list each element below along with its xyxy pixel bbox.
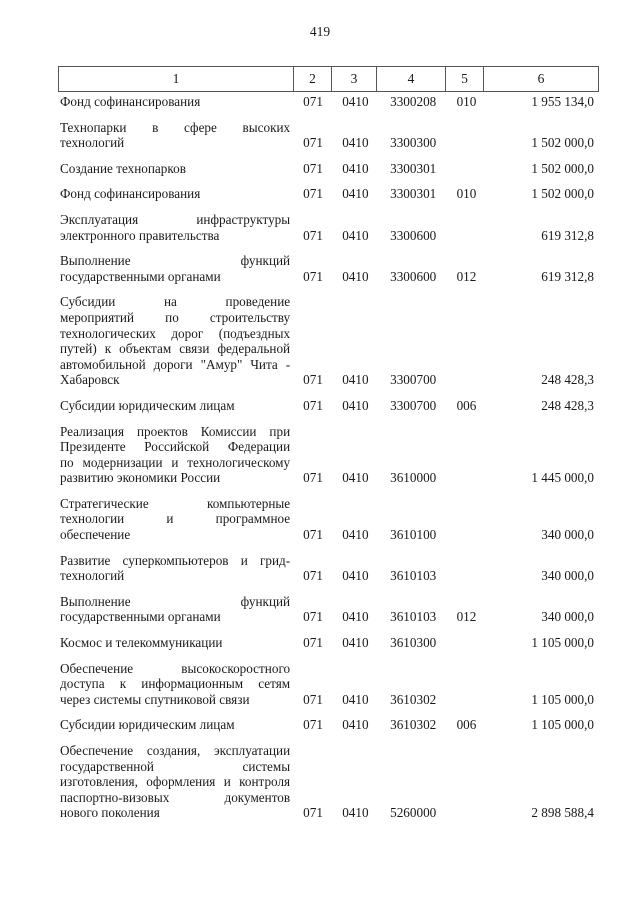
row-name-line: Фонд софинансирования: [60, 186, 201, 202]
row-name: [58, 253, 290, 284]
row-name: [58, 717, 290, 733]
row-name: [58, 743, 290, 821]
target-article-code: 3300301: [390, 186, 437, 202]
ministry-code: 071: [303, 372, 323, 388]
row-name-line: технологических дорог (подъездных: [60, 325, 291, 341]
row-name-line: Выполнение функций: [60, 593, 291, 609]
section-code: 0410: [342, 94, 369, 109]
section-code: 0410: [342, 717, 369, 733]
amount: 340 000,0: [541, 568, 594, 584]
ministry-code: 071: [303, 568, 323, 584]
row-name-line: нового поколения: [60, 805, 160, 821]
row-name: [58, 661, 290, 708]
ministry-code: 071: [303, 609, 323, 625]
amount: 1 105 000,0: [531, 717, 594, 733]
row-name-line: автомобильной дороги "Амур" Чита -: [60, 356, 291, 372]
table-row: [58, 594, 598, 625]
table-row: [58, 120, 598, 151]
table-row: [58, 398, 598, 414]
row-name-line: мероприятий по строительству: [60, 309, 291, 325]
row-name-line: доступа к информационным сетям: [60, 676, 291, 692]
target-article-code: 3300600: [390, 268, 437, 284]
header-col-6: 6: [484, 67, 599, 92]
section-code: 0410: [342, 527, 369, 543]
row-name-line: электронного правительства: [60, 227, 220, 243]
row-name-line: развитию экономики России: [60, 470, 221, 486]
amount: 2 898 588,4: [531, 805, 594, 821]
row-name-line: Реализация проектов Комиссии при: [60, 423, 291, 439]
row-name: [58, 94, 290, 110]
section-code: 0410: [342, 609, 369, 625]
table-row: [58, 424, 598, 486]
row-name: [58, 496, 290, 543]
target-article-code: 3610302: [390, 691, 437, 707]
section-code: 0410: [342, 186, 369, 202]
row-name-line: технологий: [60, 135, 125, 151]
table-row: [58, 553, 598, 584]
header-col-4: 4: [377, 67, 446, 92]
row-name-line: Хабаровск: [60, 372, 120, 388]
table-row: [58, 496, 598, 543]
row-name-line: Обеспечение создания, эксплуатации: [60, 743, 291, 758]
target-article-code: 3300300: [390, 135, 437, 151]
target-article-code: 3300301: [390, 160, 437, 176]
target-article-code: 3610103: [390, 568, 437, 584]
row-name-line: Создание технопарков: [60, 160, 186, 176]
amount: 1 105 000,0: [531, 635, 594, 651]
ministry-code: 071: [303, 527, 323, 543]
row-name: [58, 120, 290, 151]
amount: 1 502 000,0: [531, 160, 594, 176]
row-name: [58, 161, 290, 177]
row-name-line: Президенте Российской Федерации: [60, 439, 291, 455]
expense-type-code: 012: [456, 268, 477, 284]
section-code: 0410: [342, 227, 369, 243]
row-name-line: государственной системы: [60, 758, 291, 774]
table-row: [58, 661, 598, 708]
amount: 1 445 000,0: [531, 470, 594, 486]
row-name-line: путей) к объектам связи федеральной: [60, 341, 291, 357]
row-name: [58, 553, 290, 584]
table-row: [58, 212, 598, 243]
expense-type-code: 010: [456, 186, 477, 202]
row-name-line: Развитие суперкомпьютеров и грид-: [60, 552, 291, 568]
target-article-code: 3300700: [390, 397, 437, 413]
section-code: 0410: [342, 135, 369, 151]
table-row: [58, 294, 598, 388]
header-row: [59, 67, 599, 92]
row-name-line: по модернизации и технологическому: [60, 454, 291, 470]
row-name-line: Субсидии на проведение: [60, 294, 291, 310]
row-name: [58, 635, 290, 651]
table-row: [58, 186, 598, 202]
row-name: [58, 212, 290, 243]
section-code: 0410: [342, 372, 369, 388]
header-col-3: 3: [332, 67, 377, 92]
row-name-line: Выполнение функций: [60, 253, 291, 269]
ministry-code: 071: [303, 397, 323, 413]
table-row: [58, 94, 598, 110]
row-name-line: Субсидии юридическим лицам: [60, 397, 235, 413]
amount: 340 000,0: [541, 609, 594, 625]
ministry-code: 071: [303, 186, 323, 202]
ministry-code: 071: [303, 135, 323, 151]
target-article-code: 3610000: [390, 470, 437, 486]
ministry-code: 071: [303, 268, 323, 284]
table-row: [58, 743, 598, 821]
row-name-line: изготовления, оформления и контроля: [60, 774, 291, 790]
row-name-line: Стратегические компьютерные: [60, 495, 291, 511]
amount: 1 502 000,0: [531, 135, 594, 151]
header-col-5: 5: [446, 67, 484, 92]
row-name-line: Субсидии юридическим лицам: [60, 717, 235, 733]
row-name-line: государственными органами: [60, 268, 221, 284]
header-col-1: 1: [59, 67, 294, 92]
section-code: 0410: [342, 268, 369, 284]
amount: 619 312,8: [541, 268, 594, 284]
row-name-line: Технопарки в сфере высоких: [60, 119, 291, 135]
budget-rows: [58, 94, 598, 831]
row-name-line: через системы спутниковой связи: [60, 691, 250, 707]
target-article-code: 3300600: [390, 227, 437, 243]
ministry-code: 071: [303, 227, 323, 243]
expense-type-code: 006: [456, 717, 477, 733]
section-code: 0410: [342, 160, 369, 176]
amount: 340 000,0: [541, 527, 594, 543]
amount: 248 428,3: [541, 372, 594, 388]
table-row: [58, 253, 598, 284]
row-name: [58, 594, 290, 625]
amount: 1 502 000,0: [531, 186, 594, 202]
row-name: [58, 294, 290, 388]
table-row: [58, 161, 598, 177]
target-article-code: 3610302: [390, 717, 437, 733]
row-name-line: обеспечение: [60, 527, 131, 543]
page-number: 419: [309, 24, 331, 39]
row-name-line: Фонд софинансирования: [60, 94, 201, 109]
section-code: 0410: [342, 470, 369, 486]
target-article-code: 5260000: [390, 805, 437, 821]
target-article-code: 3610100: [390, 527, 437, 543]
section-code: 0410: [342, 397, 369, 413]
amount: 248 428,3: [541, 397, 594, 413]
amount: 1 955 134,0: [531, 94, 594, 109]
ministry-code: 071: [303, 717, 323, 733]
row-name: [58, 398, 290, 414]
ministry-code: 071: [303, 805, 323, 821]
row-name-line: Космос и телекоммуникации: [60, 635, 223, 651]
ministry-code: 071: [303, 635, 323, 651]
row-name-line: технологии и программное: [60, 511, 291, 527]
row-name-line: паспортно-визовых документов: [60, 789, 291, 805]
section-code: 0410: [342, 691, 369, 707]
row-name-line: Обеспечение высокоскоростного: [60, 660, 291, 676]
section-code: 0410: [342, 635, 369, 651]
target-article-code: 3300700: [390, 372, 437, 388]
row-name-line: государственными органами: [60, 609, 221, 625]
expense-type-code: 006: [456, 397, 477, 413]
ministry-code: 071: [303, 160, 323, 176]
row-name-line: Эксплуатация инфраструктуры: [60, 211, 291, 227]
amount: 1 105 000,0: [531, 691, 594, 707]
ministry-code: 071: [303, 470, 323, 486]
ministry-code: 071: [303, 94, 323, 109]
target-article-code: 3610300: [390, 635, 437, 651]
column-header-table: [58, 66, 599, 92]
amount: 619 312,8: [541, 227, 594, 243]
header-col-2: 2: [294, 67, 332, 92]
expense-type-code: 012: [456, 609, 477, 625]
row-name: [58, 186, 290, 202]
target-article-code: 3610103: [390, 609, 437, 625]
table-row: [58, 717, 598, 733]
expense-type-code: 010: [456, 94, 477, 109]
section-code: 0410: [342, 568, 369, 584]
ministry-code: 071: [303, 691, 323, 707]
row-name: [58, 424, 290, 486]
section-code: 0410: [342, 805, 369, 821]
table-row: [58, 635, 598, 651]
target-article-code: 3300208: [390, 94, 437, 109]
row-name-line: технологий: [60, 568, 125, 584]
